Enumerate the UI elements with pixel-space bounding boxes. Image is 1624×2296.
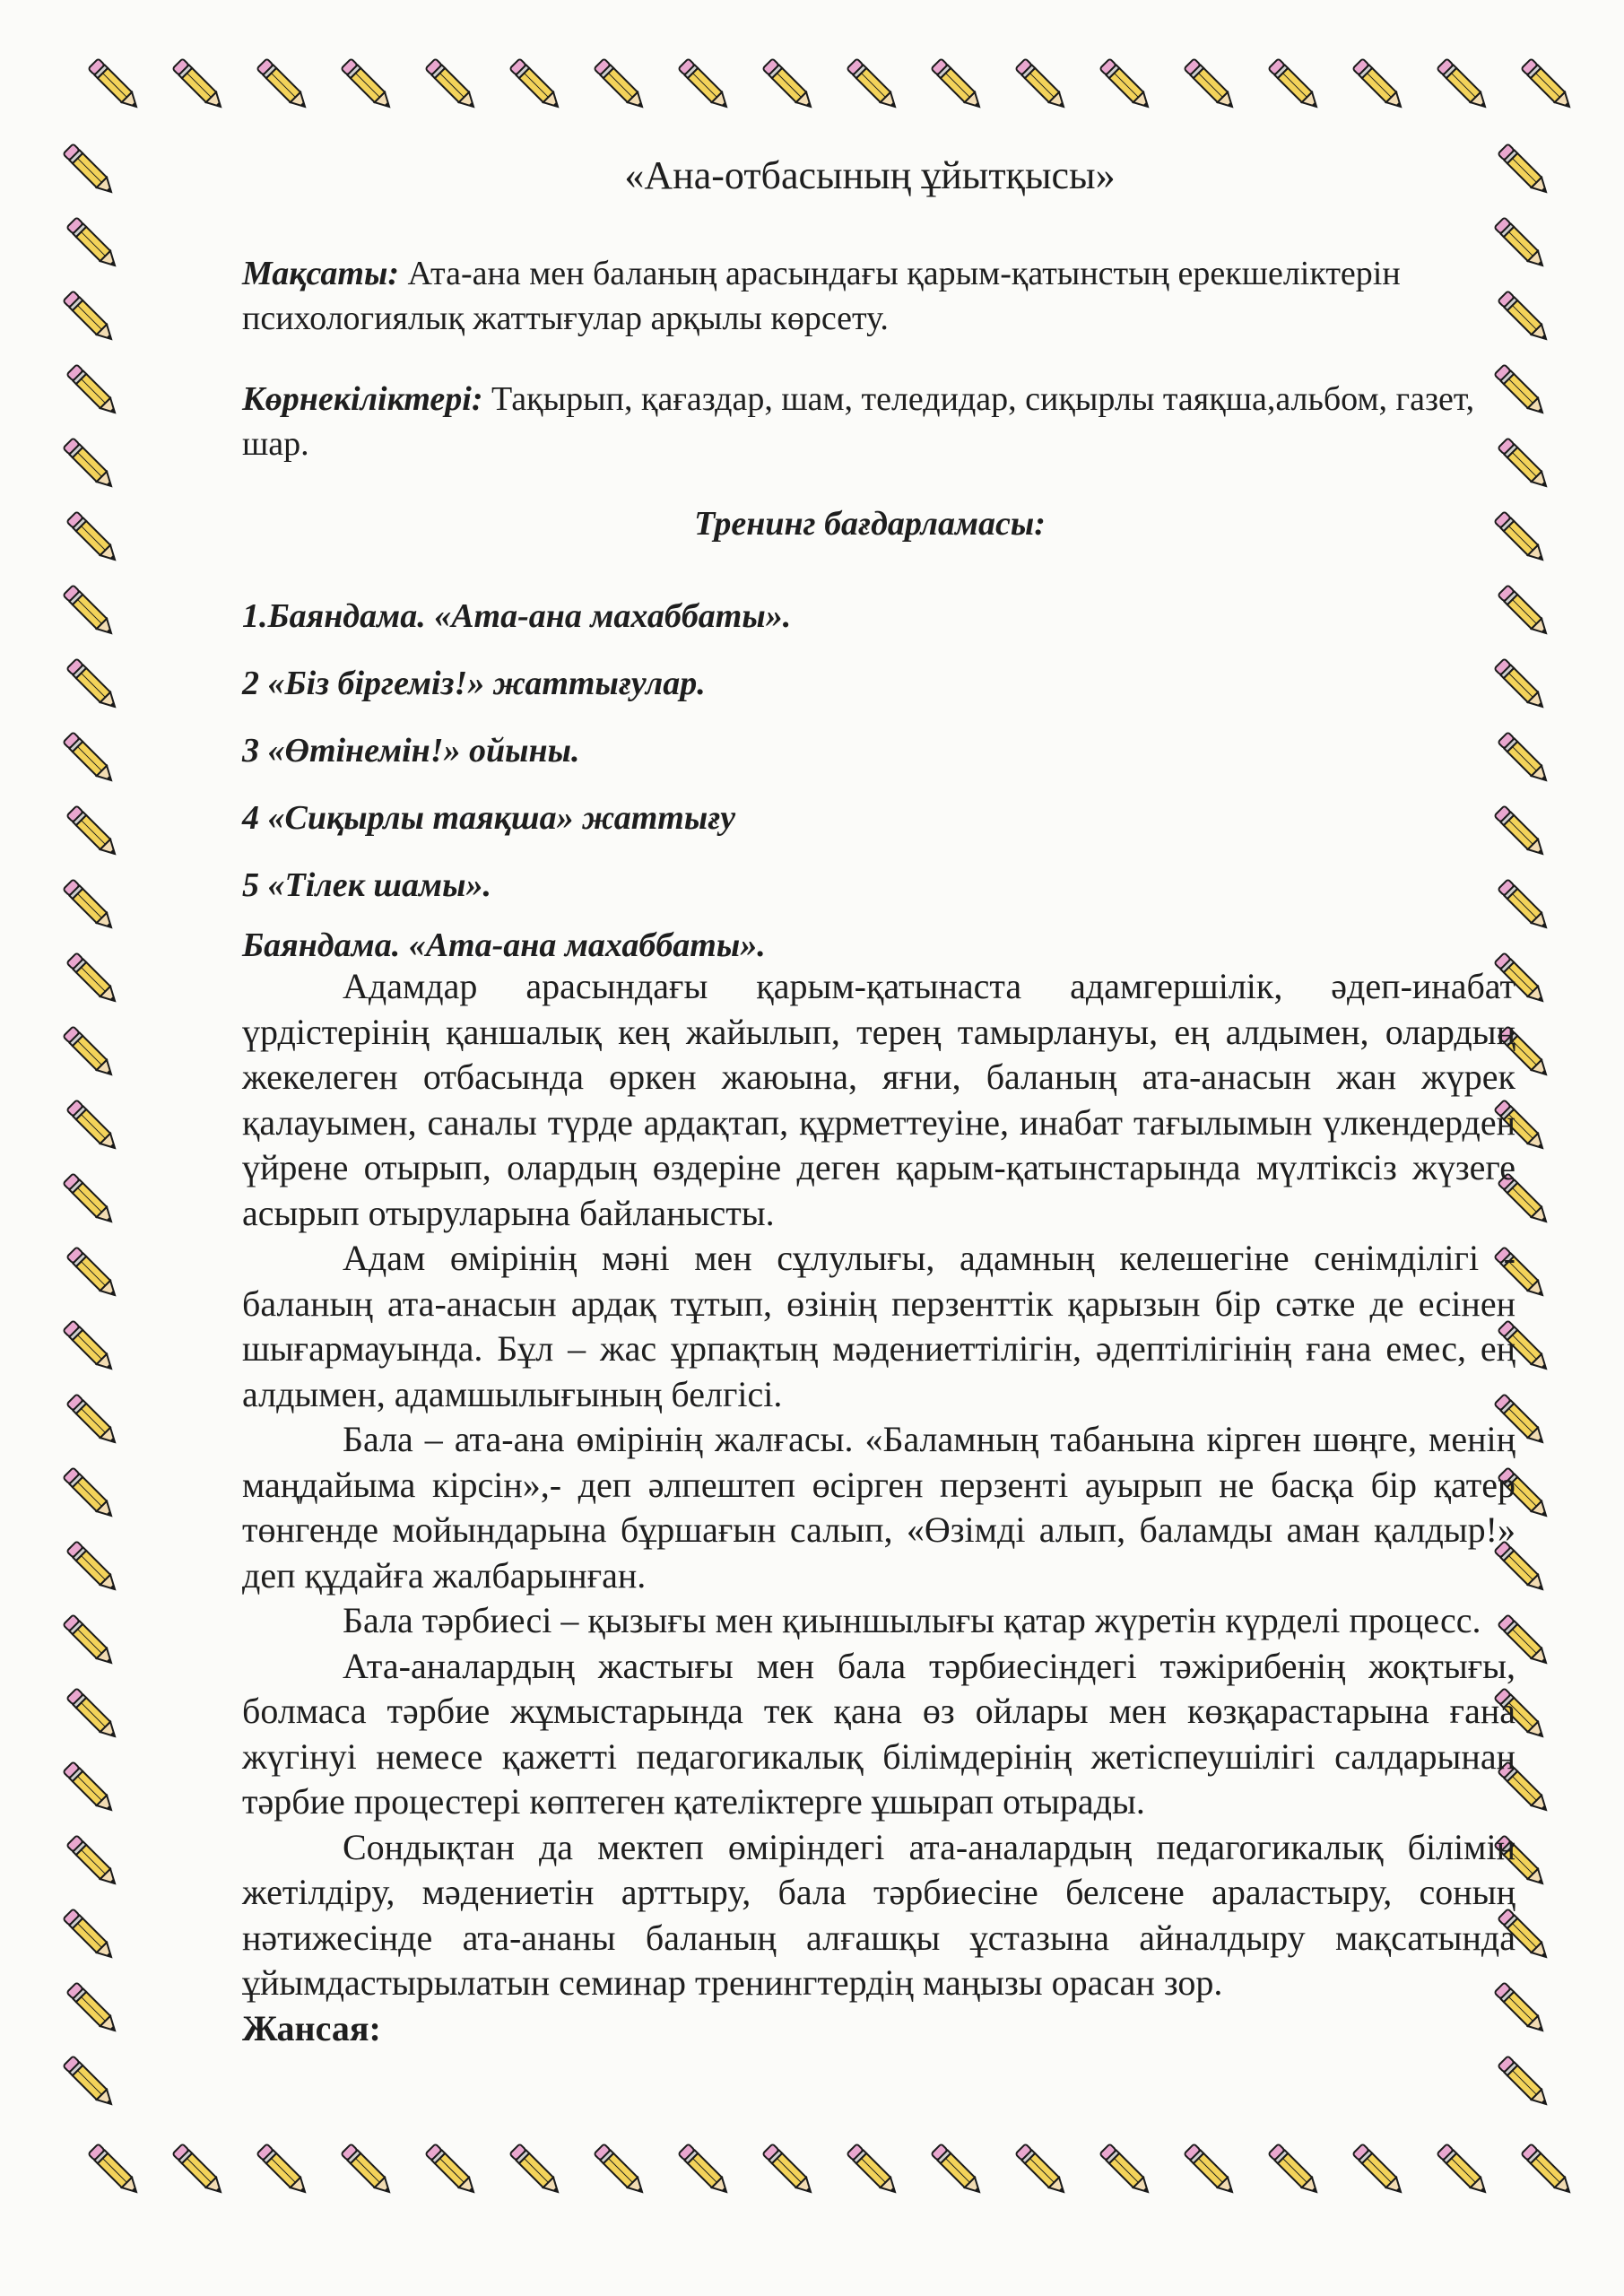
pencil-icon xyxy=(1099,58,1152,111)
pencil-icon xyxy=(1437,58,1489,111)
program-item: 4 «Сиқырлы таяқша» жаттығу xyxy=(242,799,736,837)
pencil-icon xyxy=(1494,658,1547,711)
page-title: «Ана-отбасының ұйытқысы» xyxy=(624,153,1116,197)
pencil-icon xyxy=(66,1688,119,1741)
goal-paragraph xyxy=(242,251,1498,341)
pencil-icon xyxy=(1498,2056,1550,2109)
pencil-icon xyxy=(1494,511,1547,564)
pencil-icon xyxy=(1268,2144,1321,2196)
pencil-icon xyxy=(63,291,116,344)
pencil-icon xyxy=(1184,2144,1237,2196)
report-body xyxy=(242,964,1515,2051)
pencil-icon xyxy=(341,58,394,111)
pencil-icon xyxy=(1268,58,1321,111)
materials-text: Тақырып, қағаздар, шам, теледидар, сиқырлы таяқша,альбом, газет, шар. xyxy=(242,380,1475,463)
pencil-icon xyxy=(63,585,116,638)
pencil-icon xyxy=(66,511,119,564)
pencil-icon xyxy=(63,1909,116,1961)
pencil-icon xyxy=(1015,2144,1068,2196)
pencil-icon xyxy=(172,2144,225,2196)
pencil-icon xyxy=(63,1320,116,1373)
pencil-icon xyxy=(931,58,984,111)
pencil-icon xyxy=(88,2144,141,2196)
report-paragraph: Бала – ата-ана өмірінің жалғасы. «Баламның табанына кірген шөңге, менің маңдайыма кірсін»,- деп әлпештеп өсірген перзенті ауырып не басқа бір қатер төнгенде мойындарына бұршағын салып, «Өзімді алып, баламды аман қалдыр!» деп құдайға жалбарынған. xyxy=(242,1419,1515,1596)
pencil-icon xyxy=(1184,58,1237,111)
pencil-icon xyxy=(425,58,478,111)
pencil-icon xyxy=(1437,2144,1489,2196)
pencil-icon xyxy=(63,732,116,785)
pencil-icon xyxy=(1498,585,1550,638)
pencil-icon xyxy=(256,58,309,111)
pencil-icon xyxy=(256,2144,309,2196)
pencil-icon xyxy=(425,2144,478,2196)
materials-paragraph xyxy=(242,377,1498,466)
pencil-icon xyxy=(63,1173,116,1226)
pencil-icon xyxy=(341,2144,394,2196)
pencil-icon xyxy=(63,1467,116,1520)
materials-label: Көрнекіліктері: xyxy=(242,380,483,418)
pencil-icon xyxy=(63,438,116,491)
report-paragraph: Бала тәрбиесі – қызығы мен қиыншылығы қатар жүретін күрделі процесс. xyxy=(343,1600,1481,1640)
pencil-icon xyxy=(678,2144,731,2196)
pencil-icon xyxy=(63,144,116,196)
program-heading: Тренинг бағдарламасы: xyxy=(694,505,1046,543)
pencil-icon xyxy=(66,1541,119,1594)
pencil-icon xyxy=(66,658,119,711)
pencil-icon xyxy=(1015,58,1068,111)
report-paragraph: Адам өмірінің мәні мен сұлулығы, адамның келешегіне сенімділігі - баланың ата-анасын ардақ тұтып, өзінің перзенттік қарызын бір сәтке де есінен шығармауында. Бұл – жас ұрпақтың мәдениеттілігін, әдептілігінің ғана емес, ең алдымен, адамшылығының белгісі. xyxy=(242,1238,1515,1414)
report-paragraph: Ата-аналардың жастығы мен бала тәрбиесіндегі тәжірибенің жоқтығы, болмаса тәрбие жұмыстарында тек қана өз ойлары мен көзқарастарына ғана жүгінуі немесе қажетті педагогикалық білімдерінің жетіспеушілігі салдарынан тәрбие процестері көптеген қателіктерге ұшырап отырады. xyxy=(242,1645,1515,1822)
pencil-icon xyxy=(1352,2144,1405,2196)
pencil-icon xyxy=(931,2144,984,2196)
pencil-icon xyxy=(847,58,899,111)
pencil-icon xyxy=(66,364,119,417)
pencil-icon xyxy=(66,1835,119,1888)
pencil-icon xyxy=(509,2144,562,2196)
pencil-icon xyxy=(66,1982,119,2035)
pencil-icon xyxy=(172,58,225,111)
pencil-icon xyxy=(1498,438,1550,491)
pencil-icon xyxy=(1494,217,1547,270)
pencil-icon xyxy=(1494,364,1547,417)
pencil-icon xyxy=(1099,2144,1152,2196)
pencil-icon xyxy=(1498,879,1550,932)
pencil-icon xyxy=(66,952,119,1005)
pencil-icon xyxy=(63,1026,116,1079)
goal-text: Ата-ана мен баланың арасындағы қарым-қатынстың ерекшеліктерін психологиялық жаттығулар арқылы көрсету. xyxy=(242,255,1401,337)
pencil-icon xyxy=(1498,144,1550,196)
program-item: 1.Баяндама. «Ата-ана махаббаты». xyxy=(242,597,792,635)
pencil-icon xyxy=(1498,291,1550,344)
pencil-icon xyxy=(63,879,116,932)
report-paragraph: Адамдар арасындағы қарым-қатынаста адамгершілік, әдеп-инабат үрдістерінің қаншалық кең жайылып, терең тамырлануы, ең алдымен, олардың жекелеген отбасында өркен жаюына, яғни, баланың ата-анасын жан жүрек қалауымен, саналы түрде ардақтап, құрметтеуіне, инабат тағылымын үлкендерден үйрене отырып, олардың өздеріне деген қарым-қатынстарында мүлтіксіз жүзеге асырып отыруларына байланысты. xyxy=(242,966,1515,1233)
pencil-icon xyxy=(63,1761,116,1814)
pencil-icon xyxy=(509,58,562,111)
program-item: 2 «Біз біргеміз!» жаттығулар. xyxy=(242,665,706,702)
pencil-icon xyxy=(847,2144,899,2196)
program-item: 5 «Тілек шамы». xyxy=(242,866,491,904)
program-item: 3 «Өтінемін!» ойыны. xyxy=(242,732,580,770)
pencil-icon xyxy=(66,805,119,858)
pencil-icon xyxy=(594,2144,647,2196)
pencil-icon xyxy=(63,2056,116,2109)
pencil-icon xyxy=(1498,732,1550,785)
report-paragraph: Сондықтан да мектеп өміріндегі ата-аналардың педагогикалық білімін жетілдіру, мәдениетін арттыру, бала тәрбиесіне белсене араластыру, соның нәтижесінде ата-ананы баланың алғашқы ұстазына айналдыру мақсатында ұйымдастырылатын семинар тренингтердің маңызы орасан зор. xyxy=(242,1826,1515,2003)
pencil-icon xyxy=(66,1100,119,1152)
pencil-icon xyxy=(63,1614,116,1667)
signature: Жансая: xyxy=(242,2007,381,2048)
report-heading: Баяндама. «Ата-ана махаббаты». xyxy=(242,926,766,964)
pencil-icon xyxy=(678,58,731,111)
pencil-icon xyxy=(1352,58,1405,111)
pencil-icon xyxy=(66,217,119,270)
pencil-icon xyxy=(762,2144,815,2196)
pencil-icon xyxy=(1494,805,1547,858)
pencil-icon xyxy=(88,58,141,111)
goal-label: Мақсаты: xyxy=(242,255,399,292)
pencil-icon xyxy=(66,1394,119,1447)
pencil-icon xyxy=(1521,58,1574,111)
pencil-icon xyxy=(66,1247,119,1300)
pencil-icon xyxy=(1521,2144,1574,2196)
pencil-icon xyxy=(594,58,647,111)
pencil-icon xyxy=(762,58,815,111)
